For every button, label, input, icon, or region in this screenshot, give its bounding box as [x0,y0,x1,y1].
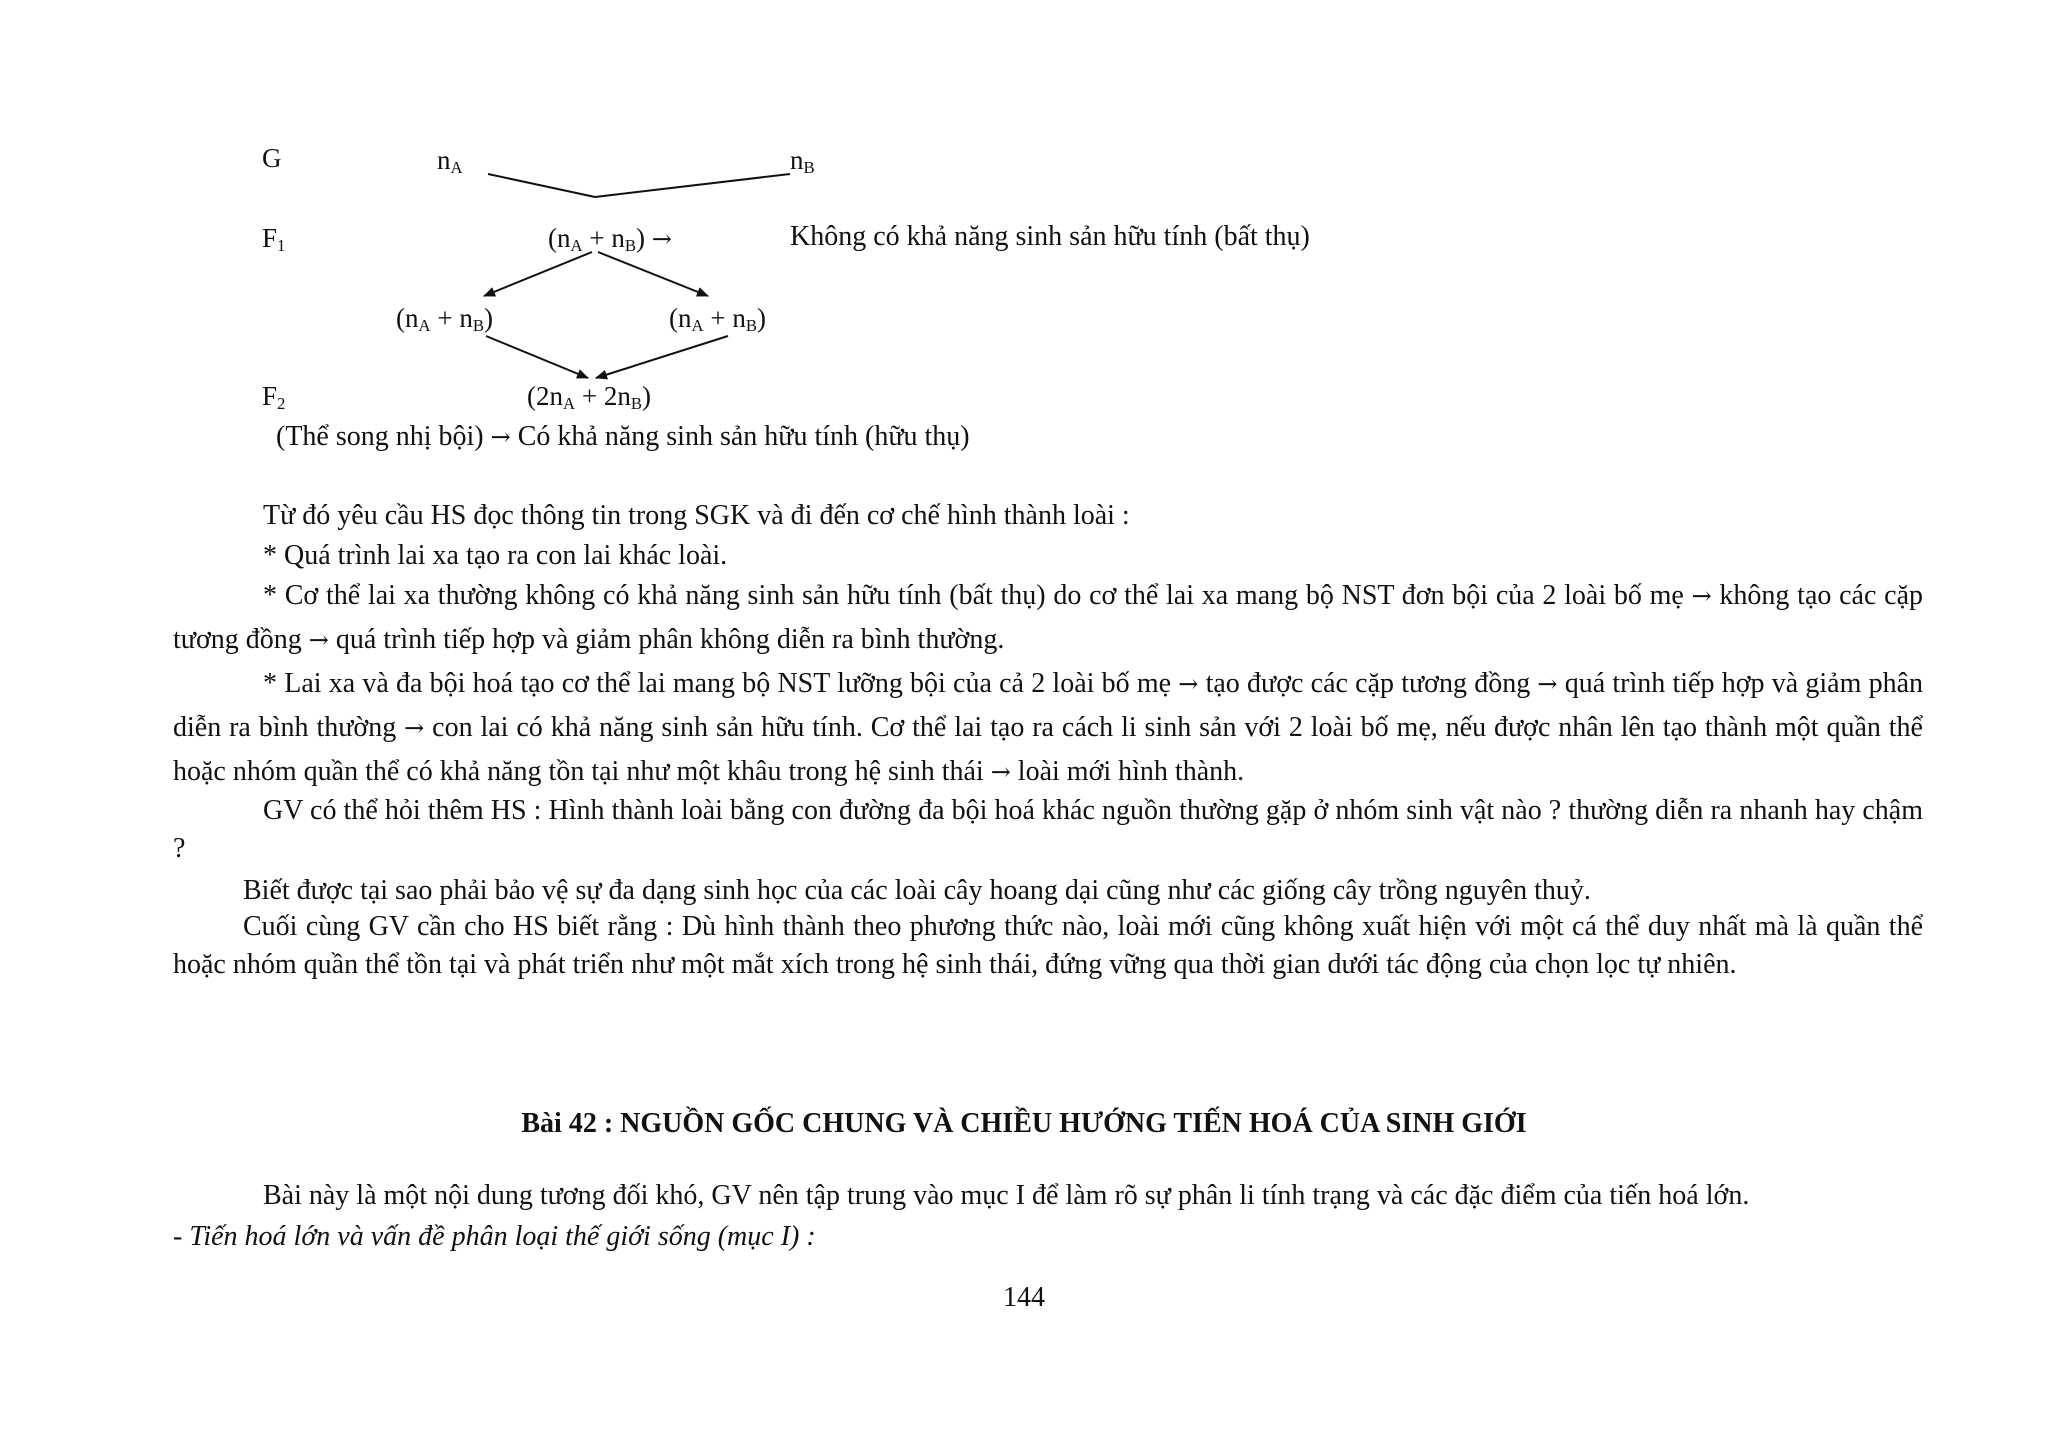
lesson-title: Bài 42 : NGUỒN GỐC CHUNG VÀ CHIỀU HƯỚNG TIẾN HOÁ CỦA SINH GIỚI [521,1108,1527,1139]
generation-label-g: G [262,143,282,173]
f2-note: (Thể song nhị bội) → Có khả năng sinh sản hữu tính (hữu thụ) [276,421,970,452]
arrow-right-to-f2 [596,336,728,378]
gamete-b: $n_B$ [790,145,815,178]
body-bullet-1: * Quá trình lai xa tạo ra con lai khác loài. [263,540,728,571]
page-number: 144 [1003,1282,1045,1313]
body-bullet-2: * Cơ thể lai xa thường không có khả năng sinh sản hữu tính (bất thụ) do cơ thể lai xa mang bộ NST đơn bội của 2 loài bố mẹ → không tạo các cặp tương đồng → quá trình tiếp hợp và giảm phân không diễn ra bình thường. [173,580,1923,655]
body-paragraph-biodiversity: Biết được tại sao phải bảo vệ sự đa dạng sinh học của các loài cây hoang dại cũng như các giống cây trồng nguyên thuỷ. [243,875,1591,906]
body-bullet-3: * Lai xa và đa bội hoá tạo cơ thể lai mang bộ NST lưỡng bội của cả 2 loài bố mẹ → tạo được các cặp tương đồng → quá trình tiếp hợp và giảm phân diễn ra bình thường → con lai có khả năng sinh sản hữu tính. Cơ thể lai tạo ra cách li sinh sản với 2 loài bố mẹ, nếu được nhân lên tạo thành một quần thể hoặc nhóm quần thể có khả năng tồn tại như một khâu trong hệ sinh thái → loài mới hình thành. [173,668,1923,787]
arrow-f1-to-left [484,252,592,296]
arrow-f1-to-right [598,252,708,296]
arrow-left-to-f2 [486,336,588,378]
arrow-icon: → [651,225,672,253]
branch-right-formula: $(n_A + n_B)$ [669,303,766,336]
body-paragraph-question: GV có thể hỏi thêm HS : Hình thành loài bằng con đường đa bội hoá khác nguồn thường gặp ở nhóm sinh vật nào ? thường diễn ra nhanh hay chậm ? [173,795,1923,864]
generation-label-f1: $F_1$ [262,223,286,256]
f2-formula: $(2n_A + 2n_B)$ [527,381,651,414]
body-paragraph-conclusion: Cuối cùng GV cần cho HS biết rằng : Dù hình thành theo phương thức nào, loài mới cũng không xuất hiện với một cá thể duy nhất mà là quần thể hoặc nhóm quần thể tồn tại và phát triển như một mắt xích trong hệ sinh thái, đứng vững qua thời gian dưới tác động của chọn lọc tự nhiên. [173,911,1923,980]
arrow-icon: → [1537,670,1558,698]
f1-formula: $(n_A + n_B)$ → [548,223,672,256]
gamete-line-left [488,174,595,197]
arrow-icon: → [404,714,425,742]
f1-note: Không có khả năng sinh sản hữu tính (bất thụ) [790,221,1310,252]
lesson-intro: Bài này là một nội dung tương đối khó, GV nên tập trung vào mục I để làm rõ sự phân li tính trạng và các đặc điểm của tiến hoá lớn. [263,1180,1750,1211]
generation-label-f2: $F_2$ [262,381,286,414]
lesson-subheading: - Tiến hoá lớn và vấn đề phân loại thế giới sống (mục I) : [173,1221,816,1252]
gamete-a: $n_A$ [437,145,463,178]
arrow-icon: → [490,423,511,451]
arrow-icon: → [1178,670,1199,698]
gamete-line-right [595,174,790,197]
branch-left-formula: $(n_A + n_B)$ [396,303,493,336]
arrow-icon: → [990,758,1011,786]
arrow-icon: → [1691,582,1712,610]
arrow-icon: → [308,626,329,654]
body-paragraph-intro: Từ đó yêu cầu HS đọc thông tin trong SGK và đi đến cơ chế hình thành loài : [263,500,1130,531]
